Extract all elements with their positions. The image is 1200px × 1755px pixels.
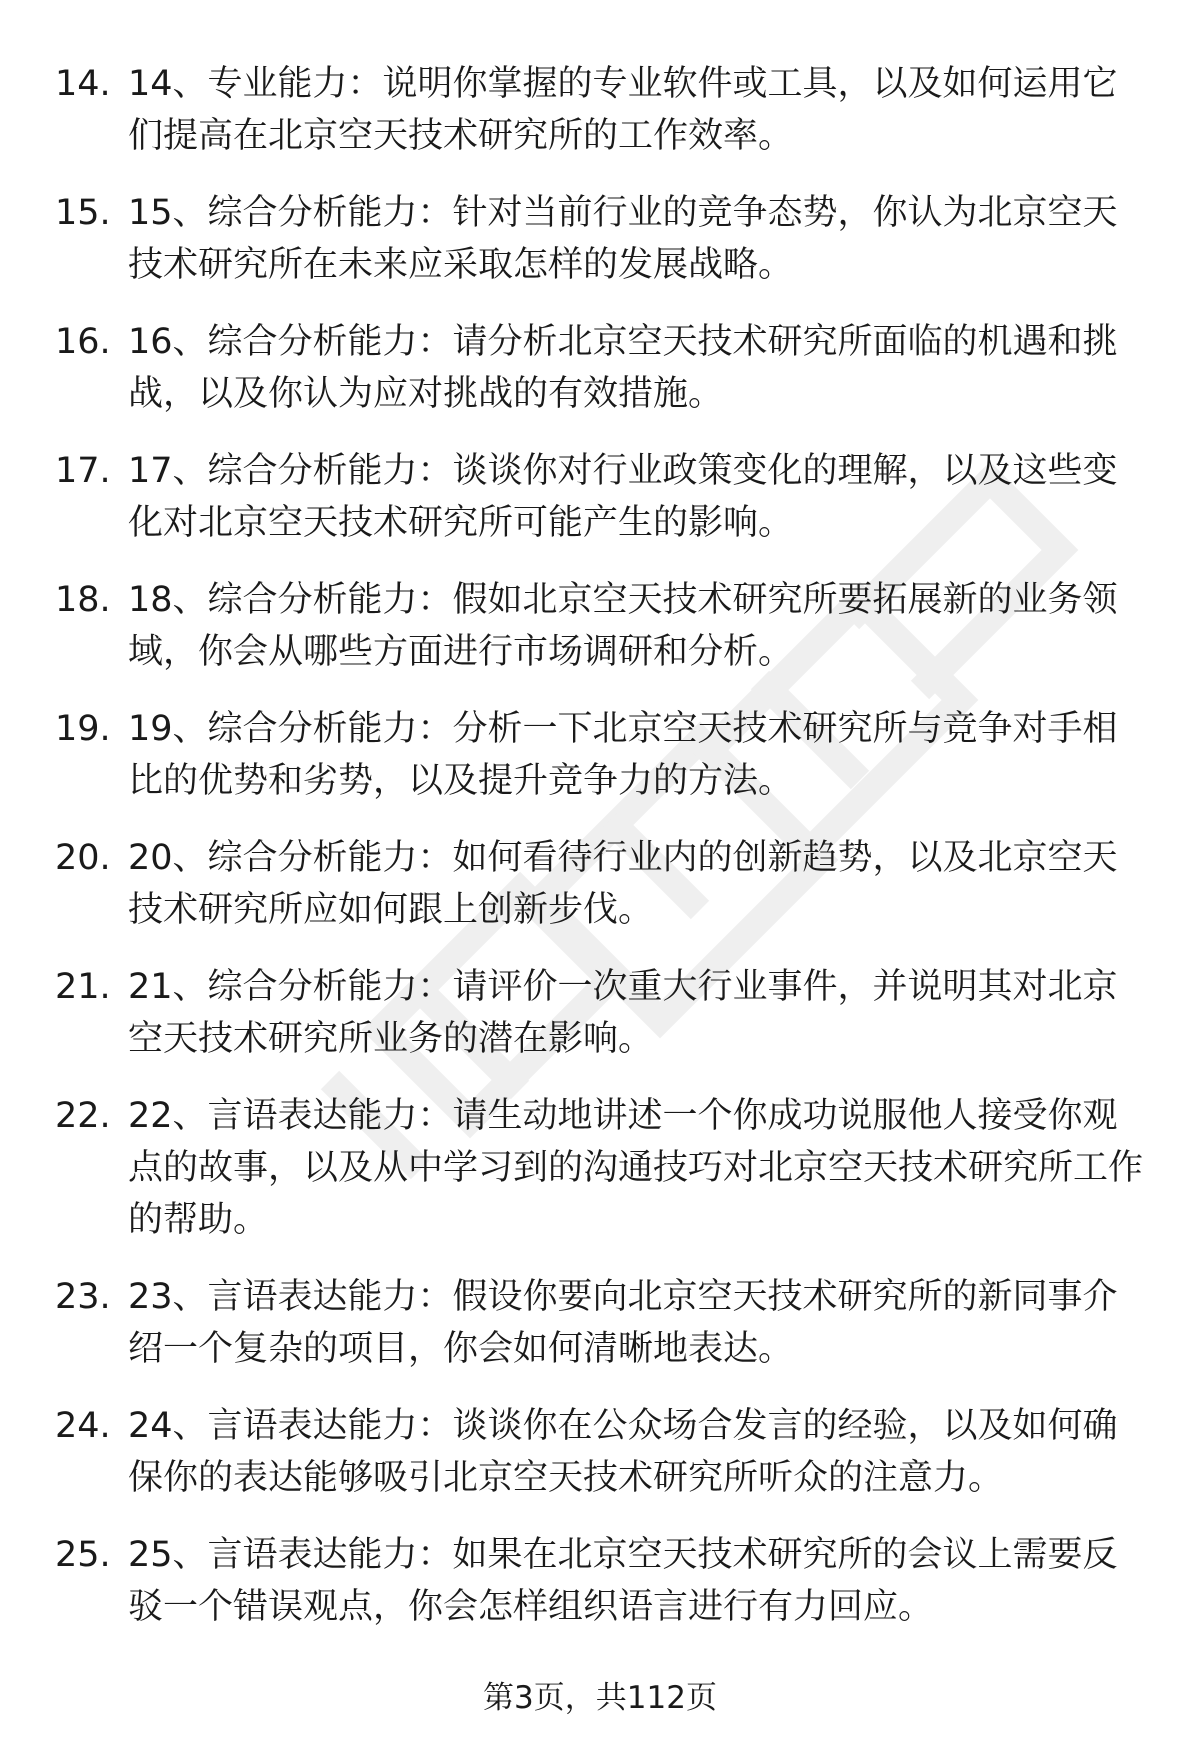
list-item-text: 22、言语表达能力：请生动地讲述一个你成功说服他人接受你观点的故事，以及从中学习到的沟通技巧对北京空天技术研究所工作的帮助。 bbox=[128, 1096, 1144, 1240]
list-item-text: 24、言语表达能力：谈谈你在公众场合发言的经验，以及如何确保你的表达能够吸引北京空天技术研究所听众的注意力。 bbox=[128, 1406, 1118, 1498]
list-item bbox=[55, 574, 1145, 678]
list-item-text: 17、综合分析能力：谈谈你对行业政策变化的理解，以及这些变化对北京空天技术研究所可能产生的影响。 bbox=[128, 451, 1118, 543]
list-item bbox=[55, 832, 1145, 936]
list-item-number: 23. bbox=[55, 1277, 111, 1317]
list-item-text: 16、综合分析能力：请分析北京空天技术研究所面临的机遇和挑战，以及你认为应对挑战的有效措施。 bbox=[128, 322, 1118, 414]
list-item-number: 15. bbox=[55, 193, 111, 233]
list-item bbox=[55, 58, 1145, 162]
list-item-text: 25、言语表达能力：如果在北京空天技术研究所的会议上需要反驳一个错误观点，你会怎样组织语言进行有力回应。 bbox=[128, 1535, 1118, 1627]
list-item-number: 17. bbox=[55, 451, 111, 491]
list-item bbox=[55, 187, 1145, 291]
list-item bbox=[55, 1529, 1145, 1633]
list-item-number: 20. bbox=[55, 838, 111, 878]
list-item-number: 19. bbox=[55, 709, 111, 749]
list-item-text: 14、专业能力：说明你掌握的专业软件或工具，以及如何运用它们提高在北京空天技术研究所的工作效率。 bbox=[128, 64, 1118, 156]
list-item bbox=[55, 703, 1145, 807]
list-item-number: 18. bbox=[55, 580, 111, 620]
question-list bbox=[55, 58, 1145, 1658]
list-item-text: 21、综合分析能力：请评价一次重大行业事件，并说明其对北京空天技术研究所业务的潜在影响。 bbox=[128, 967, 1118, 1059]
list-item-number: 24. bbox=[55, 1406, 111, 1446]
list-item-number: 22. bbox=[55, 1096, 111, 1136]
list-item bbox=[55, 316, 1145, 420]
list-item-text: 15、综合分析能力：针对当前行业的竞争态势，你认为北京空天技术研究所在未来应采取怎样的发展战略。 bbox=[128, 193, 1118, 285]
list-item-number: 14. bbox=[55, 64, 111, 104]
list-item-text: 23、言语表达能力：假设你要向北京空天技术研究所的新同事介绍一个复杂的项目，你会如何清晰地表达。 bbox=[128, 1277, 1118, 1369]
page-footer: 第3页，共112页 bbox=[483, 1680, 717, 1716]
list-item bbox=[55, 445, 1145, 549]
list-item bbox=[55, 1400, 1145, 1504]
list-item-text: 19、综合分析能力：分析一下北京空天技术研究所与竞争对手相比的优势和劣势，以及提升竞争力的方法。 bbox=[128, 709, 1118, 801]
list-item-number: 25. bbox=[55, 1535, 111, 1575]
list-item-text: 20、综合分析能力：如何看待行业内的创新趋势，以及北京空天技术研究所应如何跟上创新步伐。 bbox=[128, 838, 1118, 930]
list-item bbox=[55, 1090, 1145, 1246]
list-item-text: 18、综合分析能力：假如北京空天技术研究所要拓展新的业务领域，你会从哪些方面进行市场调研和分析。 bbox=[128, 580, 1118, 672]
list-item-number: 16. bbox=[55, 322, 111, 362]
list-item bbox=[55, 1271, 1145, 1375]
list-item bbox=[55, 961, 1145, 1065]
list-item-number: 21. bbox=[55, 967, 111, 1007]
